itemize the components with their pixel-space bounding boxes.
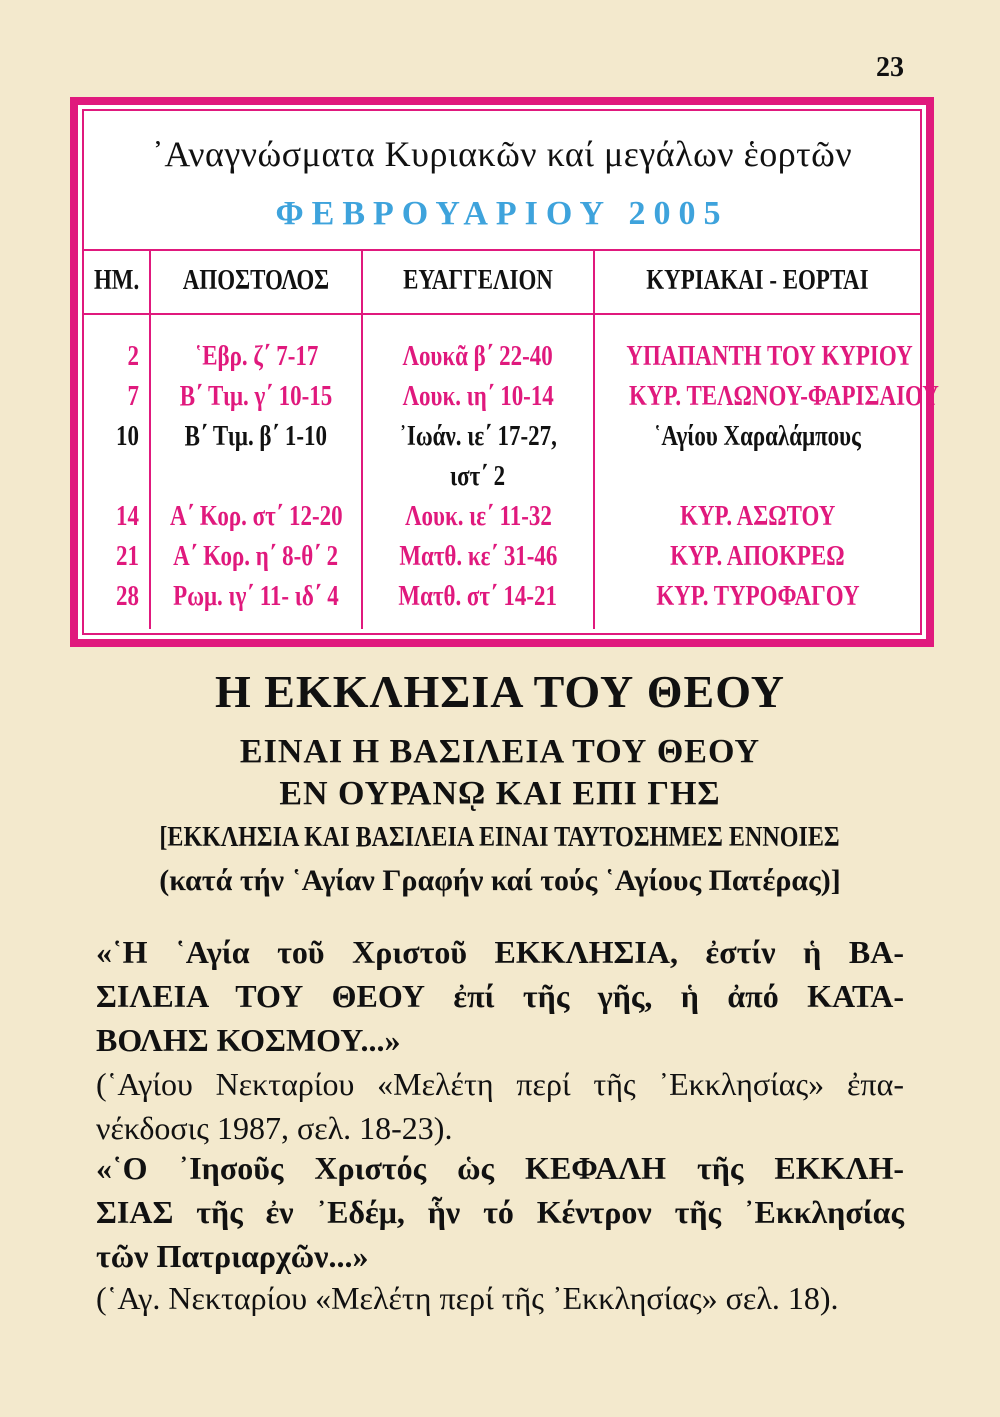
table-row — [84, 337, 920, 377]
article-note-1 — [0, 822, 1000, 854]
cell-day-text: 21 — [116, 541, 139, 572]
citation-1-line: νέκδοσις 1987, σελ. 18-23). — [96, 1110, 453, 1146]
article-subtitle-1: ΕΙΝΑΙ Η ΒΑΣΙΛΕΙΑ ΤΟΥ ΘΕΟΥ — [239, 733, 761, 770]
cell-gospel-text: ᾿Ιωάν. ιε΄ 17-27, — [399, 421, 557, 452]
table-row — [84, 377, 920, 417]
table-row — [84, 417, 920, 457]
column-header-apostle: ΑΠΟΣΤΟΛΟΣ — [169, 249, 343, 314]
cell-gospel — [362, 537, 594, 577]
cell-gospel — [362, 497, 594, 537]
calendar-month: ΦΕΒΡΟΥΑΡΙΟΥ 2005 — [275, 195, 729, 232]
table-row — [84, 497, 920, 537]
cell-apostle-text: Β΄ Τιμ. γ΄ 10-15 — [179, 381, 333, 412]
quote-1 — [96, 930, 904, 1062]
cell-feast — [594, 417, 920, 457]
cell-day-text: 14 — [116, 501, 139, 532]
page-number: 23 — [876, 52, 904, 83]
cell-feast-text: ΥΠΑΠΑΝΤΗ ΤΟΥ ΚΥΡΙΟΥ — [626, 341, 913, 372]
cell-feast-text: ΚΥΡ. ΤΕΛΩΝΟΥ-ΦΑΡΙΣΑΙΟΥ — [629, 381, 939, 412]
article-subtitle-2: ΕΝ ΟΥΡΑΝῼ ΚΑΙ ΕΠΙ ΓΗΣ — [279, 775, 721, 812]
cell-day-text: 10 — [116, 421, 139, 452]
cell-apostle — [150, 577, 362, 617]
quote-2-line: τῶν Πατριαρχῶν...» — [96, 1238, 369, 1274]
cell-gospel-text: Ματθ. στ΄ 14-21 — [398, 581, 558, 612]
cell-feast — [594, 577, 920, 617]
table-row — [84, 457, 920, 497]
readings-table — [84, 249, 939, 629]
cell-feast — [594, 457, 920, 497]
cell-apostle — [150, 537, 362, 577]
cell-feast-text: ΚΥΡ. ΑΠΟΚΡΕΩ — [670, 541, 845, 572]
cell-apostle — [150, 417, 362, 457]
cell-gospel — [362, 577, 594, 617]
cell-gospel-text: ιστ΄ 2 — [450, 461, 506, 492]
table-header-row — [84, 249, 920, 314]
readings-rows — [84, 314, 939, 629]
cell-day — [84, 497, 150, 537]
quote-2 — [96, 1146, 904, 1278]
cell-gospel-text: Ματθ. κε΄ 31-46 — [398, 541, 558, 572]
calendar-inner-border — [82, 109, 939, 635]
column-header-feast: ΚΥΡΙΑΚΑΙ - ΕΟΡΤΑΙ — [623, 249, 890, 314]
calendar-header — [84, 111, 920, 251]
cell-day-text: 7 — [127, 381, 139, 412]
cell-day-text: 28 — [116, 581, 139, 612]
cell-gospel-text: Λουκ. ιη΄ 10-14 — [402, 381, 554, 412]
cell-apostle-text: Ρωμ. ιγ΄ 11- ιδ΄ 4 — [173, 581, 339, 612]
column-header-gospel: ΕΥΑΓΓΕΛΙΟΝ — [383, 249, 573, 314]
cell-apostle-text: Α΄ Κορ. η΄ 8-θ΄ 2 — [173, 541, 339, 572]
readings-calendar — [70, 97, 939, 647]
citation-2 — [96, 1276, 904, 1320]
cell-gospel — [362, 337, 594, 377]
cell-apostle — [150, 497, 362, 537]
citation-1-line: (῾Αγίου Νεκταρίου «Μελέτη περί τῆς ᾿Εκκλησίας» ἐπα- — [96, 1066, 904, 1102]
cell-day — [84, 577, 150, 617]
cell-apostle — [150, 457, 362, 497]
table-row — [84, 537, 920, 577]
calendar-title: ᾿Αναγνώσματα Κυριακῶν καί μεγάλων ἑορτῶν — [151, 134, 853, 174]
cell-feast — [594, 337, 920, 377]
table-row — [84, 577, 920, 617]
note-2-text: (κατά τήν ῾Αγίαν Γραφήν καί τούς ῾Αγίους Πατέρας)] — [159, 864, 841, 897]
quote-2-line: ΣΙΑΣ τῆς ἐν ᾿Εδέμ, ἧν τό Κέντρον τῆς ᾿Εκκλησίας — [96, 1194, 904, 1230]
cell-feast — [594, 377, 939, 417]
cell-apostle — [150, 337, 362, 377]
citation-2-line: (῾Αγ. Νεκταρίου «Μελέτη περί τῆς ᾿Εκκλησίας» σελ. 18). — [96, 1280, 839, 1316]
cell-feast-text: ΚΥΡ. ΤΥΡΟΦΑΓΟΥ — [655, 581, 860, 612]
quote-2-line: «῾Ο ᾿Ιησοῦς Χριστός ὡς ΚΕΦΑΛΗ τῆς ΕΚΚΛΗ- — [96, 1150, 904, 1186]
cell-day — [84, 537, 150, 577]
cell-apostle — [150, 377, 362, 417]
cell-gospel — [362, 457, 594, 497]
article-note-2 — [0, 864, 1000, 898]
cell-apostle-text: ῾Εβρ. ζ΄ 7-17 — [194, 341, 318, 372]
quote-1-line: ΣΙΛΕΙΑ ΤΟΥ ΘΕΟΥ ἐπί τῆς γῆς, ἡ ἀπό ΚΑΤΑ- — [96, 978, 904, 1014]
cell-gospel — [362, 417, 594, 457]
cell-day — [84, 337, 150, 377]
cell-apostle-text: Α΄ Κορ. στ΄ 12-20 — [169, 501, 343, 532]
cell-apostle-text: Β΄ Τιμ. β΄ 1-10 — [184, 421, 328, 452]
cell-feast — [594, 537, 920, 577]
cell-day — [84, 377, 150, 417]
article-title: Η ΕΚΚΛΗΣΙΑ ΤΟΥ ΘΕΟΥ — [214, 666, 786, 717]
cell-gospel-text: Λουκᾶ β΄ 22-40 — [402, 341, 554, 372]
cell-gospel — [362, 377, 594, 417]
note-1-text: [ΕΚΚΛΗΣΙΑ ΚΑΙ ΒΑΣΙΛΕΙΑ ΕΙΝΑΙ ΤΑΥΤΟΣΗΜΕΣ ΕΝΝΟΙΕΣ — [159, 822, 841, 853]
cell-feast — [594, 497, 920, 537]
cell-day — [84, 457, 150, 497]
cell-feast-text: ῾Αγίου Χαραλάμπους — [653, 421, 862, 452]
cell-feast-text: ΚΥΡ. ΑΣΩΤΟΥ — [679, 501, 836, 532]
cell-day — [84, 417, 150, 457]
column-header-day: ΗΜ. — [90, 249, 144, 314]
cell-day-text: 2 — [127, 341, 139, 372]
quote-1-line: «῾Η ῾Αγία τοῦ Χριστοῦ ΕΚΚΛΗΣΙΑ, ἐστίν ἡ ΒΑ- — [96, 934, 904, 970]
quote-1-line: ΒΟΛΗΣ ΚΟΣΜΟΥ...» — [96, 1022, 401, 1058]
cell-gospel-text: Λουκ. ιε΄ 11-32 — [404, 501, 552, 532]
citation-1 — [96, 1062, 904, 1150]
